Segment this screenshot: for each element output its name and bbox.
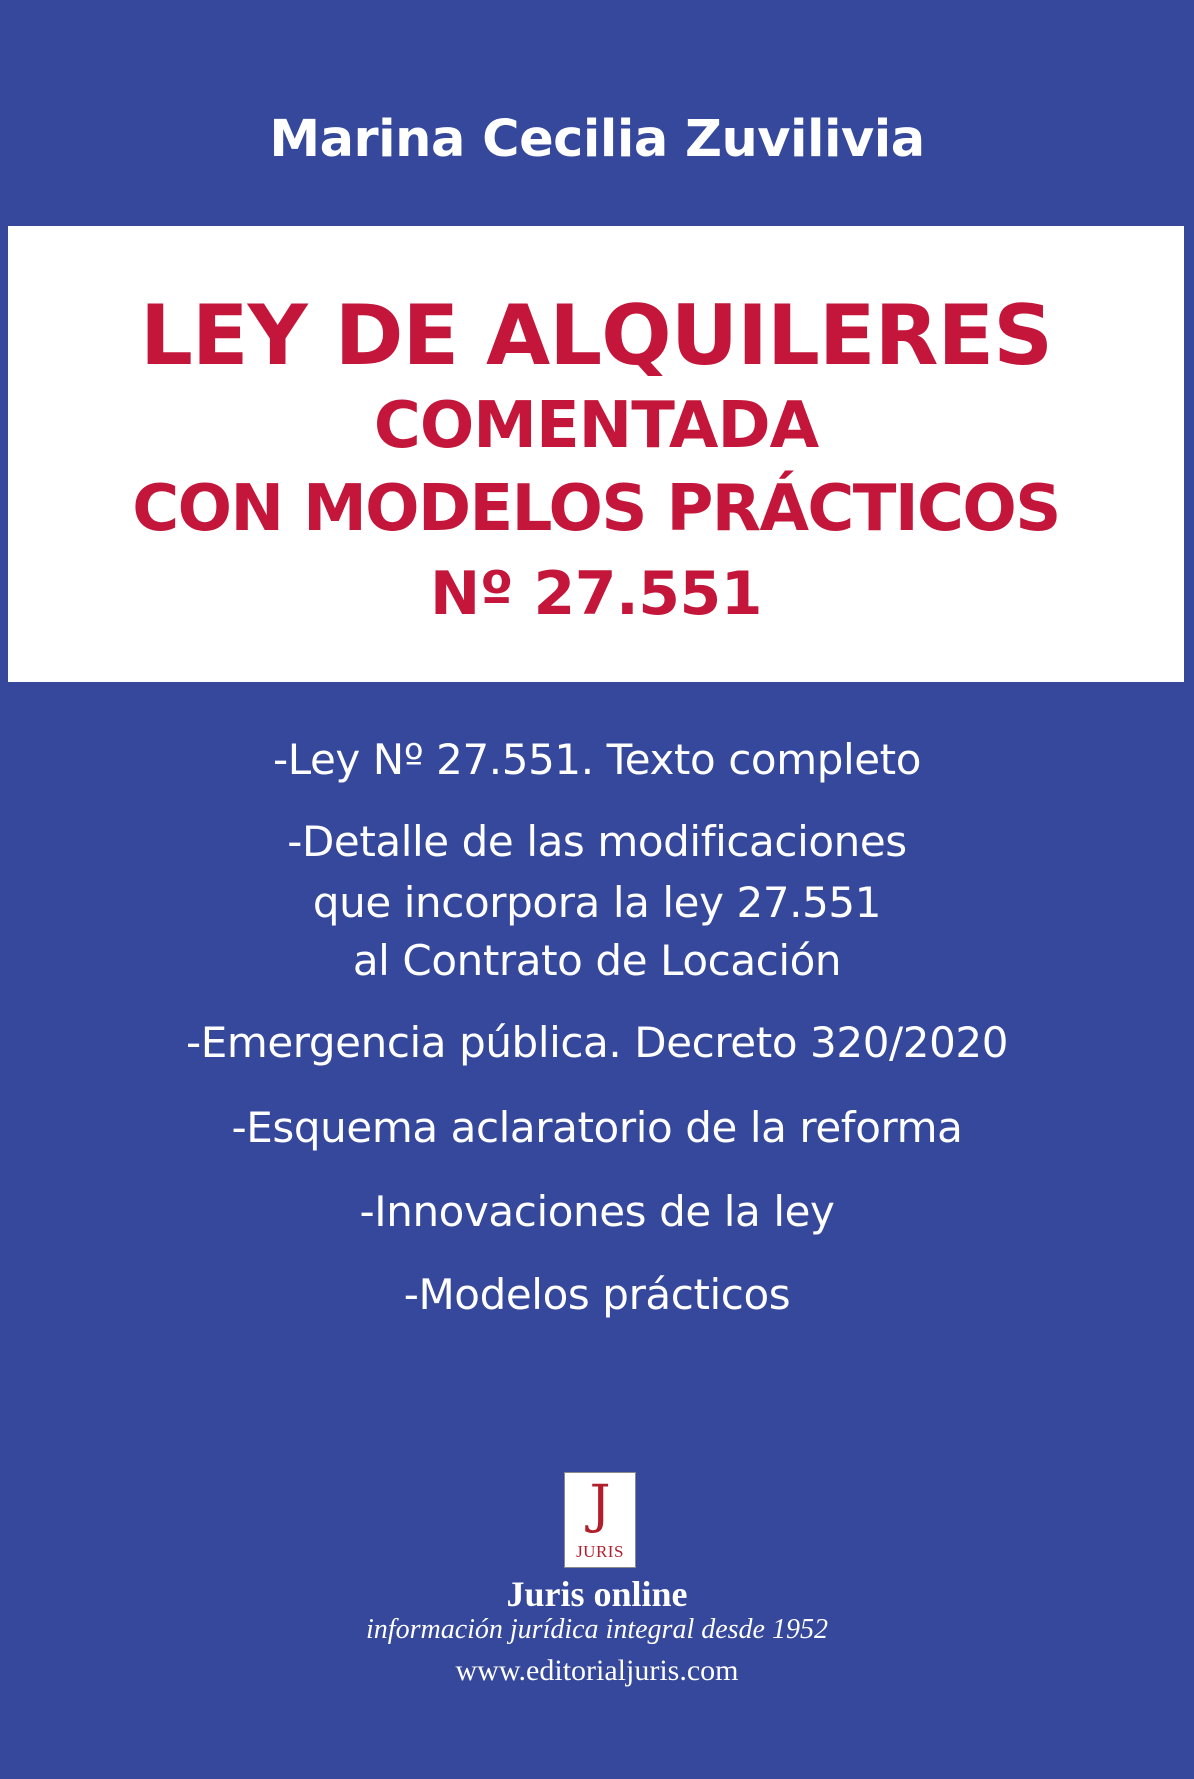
title-band [8,226,1184,682]
contents-item: -Esquema aclaratorio de la reforma [231,1103,963,1152]
contents-item: que incorpora la ley 27.551 [312,878,882,927]
contents-item: -Innovaciones de la ley [359,1187,835,1236]
contents-item: -Emergencia pública. Decreto 320/2020 [185,1018,1009,1067]
contents-item: -Ley Nº 27.551. Texto completo [272,735,922,784]
title-line-3: CON MODELOS PRÁCTICOS [132,472,1060,546]
contents-item: -Detalle de las modificaciones [287,817,907,866]
logo-word: JURIS [576,1542,624,1561]
publisher-tagline: información jurídica integral desde 1952 [366,1614,828,1645]
publisher-url: www.editorialjuris.com [455,1654,739,1687]
title-line-2: COMENTADA [373,389,819,463]
author-name: Marina Cecilia Zuvilivia [269,110,925,169]
publisher-name: Juris online [506,1574,688,1614]
juris-logo [564,1472,636,1568]
title-law-number: Nº 27.551 [430,559,762,629]
contents-item: al Contrato de Locación [352,936,842,985]
contents-item: -Modelos prácticos [403,1270,791,1319]
logo-letter: J [589,1475,611,1535]
title-main: LEY DE ALQUILERES [139,287,1052,384]
